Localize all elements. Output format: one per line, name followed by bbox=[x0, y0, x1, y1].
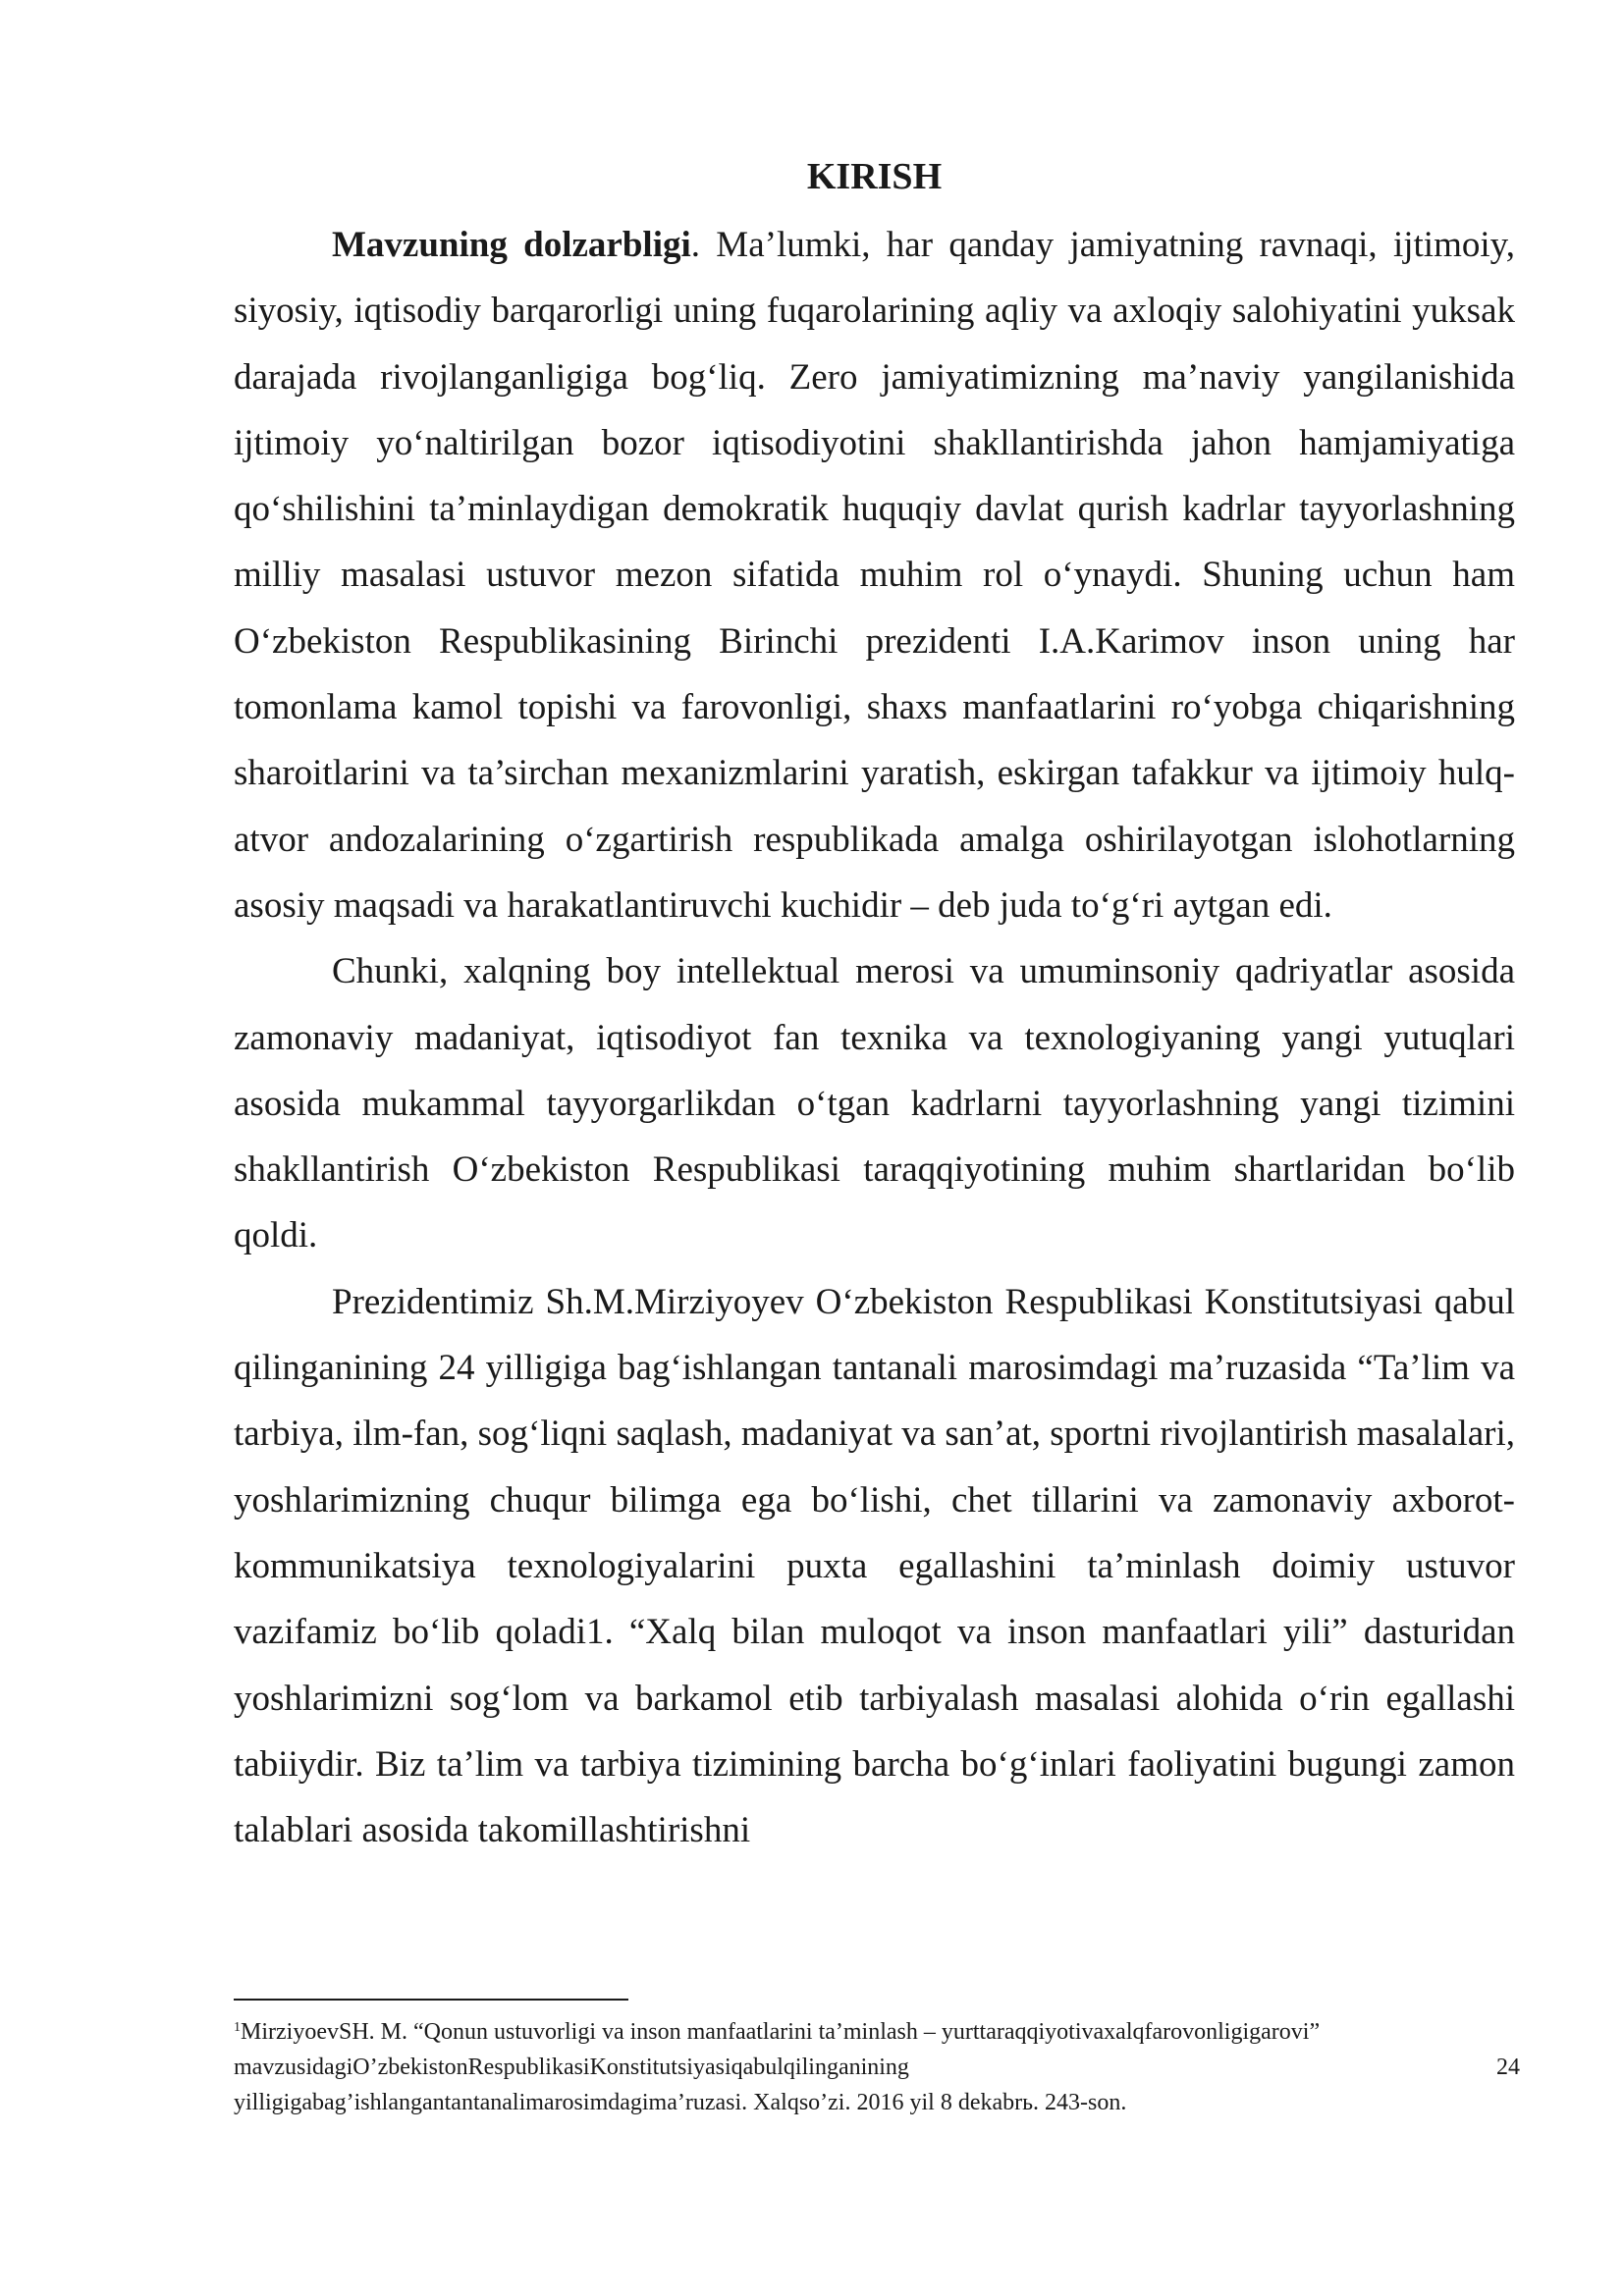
footnote bbox=[234, 2014, 1520, 2120]
paragraph-cadres: Chunki, xalqning boy intellektual merosi va umuminsoniy qadriyatlar asosida zamonaviy madaniyat, iqtisodiyot fan texnika va texnologiyaning yangi yutuqlari asosida mukammal tayyorgarlikdan o‘tgan kadrlarni tayyorlashning yangi tizimini shakllantirish O‘zbekiston Respublikasi taraqqiyotining muhim shartlaridan bo‘lib qoldi. bbox=[234, 951, 1515, 1256]
footnote-line-1 bbox=[234, 2014, 1520, 2050]
footnote-marker: 1 bbox=[234, 2020, 241, 2035]
section-heading: KIRISH bbox=[806, 156, 943, 197]
relevance-text: . Ma’lumki, har qanday jamiyatning ravnaqi, ijtimoiy, siyosiy, iqtisodiy barqarorligi uning fuqarolarining aqliy va axloqiy salohiyatini yuksak darajada rivojlanganligiga bog‘liq. Zero jamiyatimizning ma’naviy yangilanishida ijtimoiy yo‘naltirilgan bozor iqtisodiyotini shakllantirishda jahon hamjamiyatiga qo‘shilishini ta’minlaydigan demokratik huquqiy davlat qurish kadrlar tayyorlashning milliy masalasi ustuvor mezon sifatida muhim rol o‘ynaydi. Shuning uchun ham O‘zbekiston Respublikasining Birinchi prezidenti I.A.Karimov inson uning har tomonlama kamol topishi va farovonligi, shaxs manfaatlarini ro‘yobga chiqarishning sharoitlarini va ta’sirchan mexanizmlarini yaratish, eskirgan tafakkur va ijtimoiy hulq-atvor andozalarining o‘zgartirish respublikada amalga oshirilayotgan islohotlarning asosiy maqsadi va harakatlantiruvchi kuchidir – deb juda to‘g‘ri aytgan edi. bbox=[234, 225, 1515, 926]
relevance-lead: Mavzuning dolzarbligi bbox=[332, 225, 691, 265]
footnote-line-3: yilligigabag’ishlangantantanalimarosimdagima’ruzasi. Xalqso’zi. 2016 yil 8 dekabrь. 243-son. bbox=[234, 2090, 1127, 2115]
paragraph-relevance bbox=[234, 212, 1515, 938]
footnote-line-2-text: mavzusidagiO’zbekistonRespublikasiKonstitutsiyasiqabulqilinganining bbox=[234, 2055, 909, 2080]
footnote-line-2-number: 24 bbox=[1496, 2055, 1520, 2080]
paragraph-president-speech: Prezidentimiz Sh.M.Mirziyoyev O‘zbekiston Respublikasi Konstitutsiyasi qabul qilinganining 24 yilligiga bag‘ishlangan tantanali marosimdagi ma’ruzasida “Ta’lim va tarbiya, ilm-fan, sog‘liqni saqlash, madaniyat va san’at, sportni rivojlantirish masalalari, yoshlarimizning chuqur bilimga ega bo‘lishi, chet tillarini va zamonaviy axborot-kommunikatsiya texnologiyalarini puxta egallashini ta’minlash doimiy ustuvor vazifamiz bo‘lib qoladi1. “Xalq bilan muloqot va inson manfaatlari yili” dasturidan yoshlarimizni sog‘lom va barkamol etib tarbiyalash masalasi alohida o‘rin egallashi tabiiydir. Biz ta’lim va tarbiya tizimining barcha bo‘g‘inlari faoliyatini bugungi zamon talablari asosida takomillashtirishni bbox=[234, 1281, 1515, 1851]
footnote-line-1-text: MirziyoevSH. M. “Qonun ustuvorligi va inson manfaatlarini ta’minlash – yurttaraqqiyotivaxalqfarovonligigarovi” bbox=[241, 2019, 1321, 2045]
body-text bbox=[234, 212, 1515, 1863]
footnote-separator bbox=[234, 1999, 628, 2001]
footnote-line-2 bbox=[234, 2050, 1520, 2085]
